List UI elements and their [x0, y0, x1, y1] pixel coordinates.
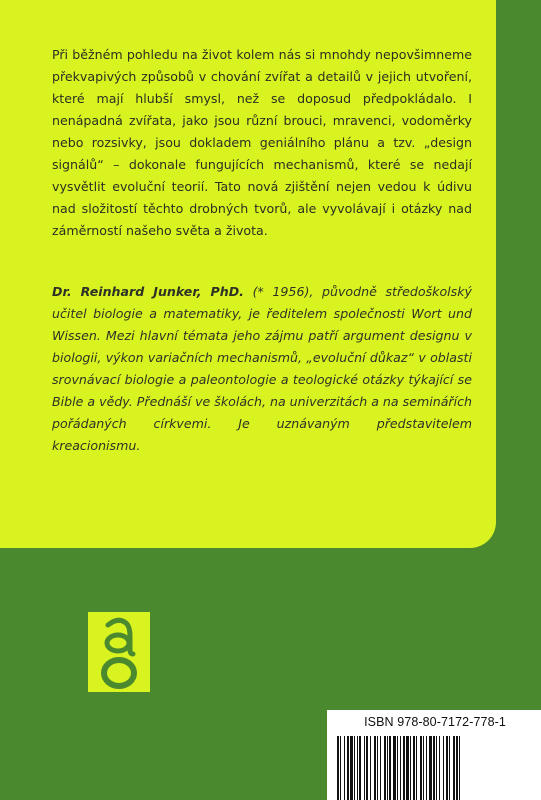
- book-description: Při běžném pohledu na život kolem nás si mnohdy nepovšimneme překvapivých způsobů v chování zvířat a detailů v jejich utvoření, které mají hlubší smysl, než se doposud předpokládalo. I nenápadná zvířata, jako jsou různí brouci, mravenci, vodoměrky nebo rozsivky, jsou dokladem geniálního plánu a tzv. „design signálů“ – dokonale fungujících mechanismů, které se nedají vysvětlit evoluční teorií. Tato nová zjištění nejen vedou k údivu nad složitostí těchto drobných tvorů, ale vyvolávají i otázky nad záměrností našeho světa a života.: [52, 47, 472, 238]
- isbn-label: ISBN 978-80-7172-778-1: [364, 715, 506, 729]
- author-bio-text: (* 1956), původně středoškolský učitel biologie a matematiky, je ředitelem společnosti Wort und Wissen. Mezi hlavní témata jeho zájmu patří argument designu v biologii, výkon variačních mechanismů, „evoluční důkaz“ v oblasti srovnávací biologie a paleontologie a teologické otázky týkající se Bible a vědy. Přednáší ve školách, na univerzitách a na seminářích pořádaných církvemi. Je uznávaným představitelem kreacionismu.: [52, 284, 472, 453]
- publisher-ao-logo-icon: [88, 612, 150, 692]
- barcode-icon: [333, 736, 537, 800]
- author-name: Dr. Reinhard Junker, PhD.: [52, 284, 244, 299]
- barcode-area: [327, 710, 541, 800]
- author-bio: [52, 281, 472, 457]
